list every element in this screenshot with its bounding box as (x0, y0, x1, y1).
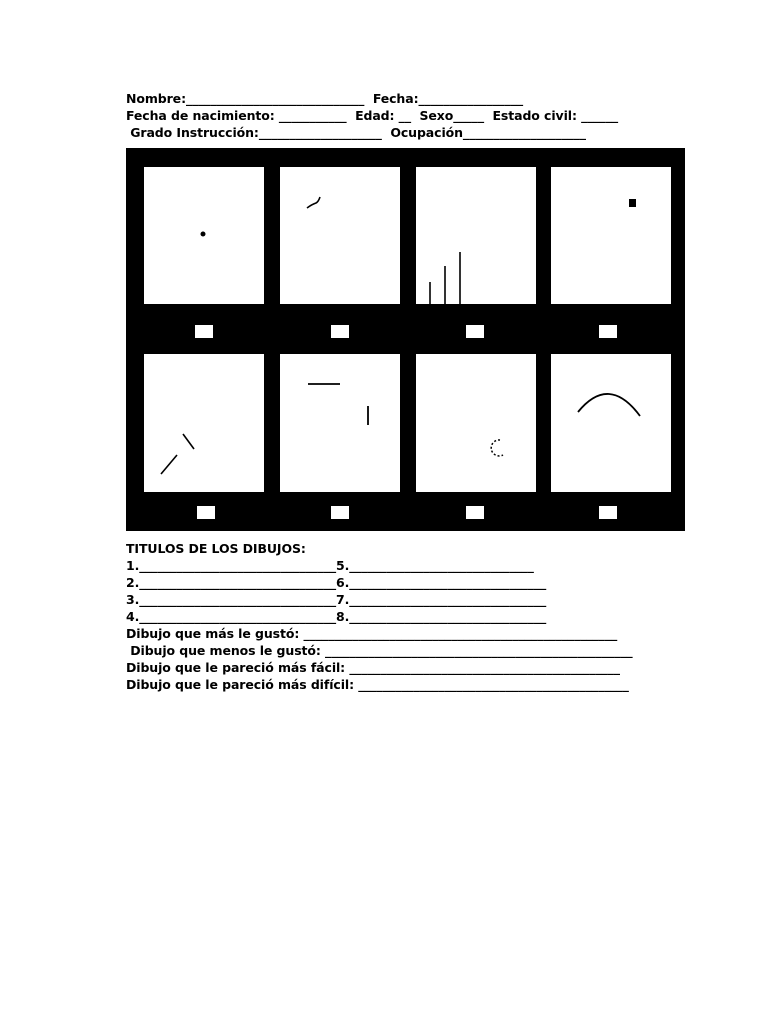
title-row-1-5: 1.________________________________5.______________________________ (126, 558, 534, 573)
title-row-2-6: 2.________________________________6.________________________________ (126, 575, 547, 590)
stimulus-wave (280, 167, 400, 304)
drawing-cell-7[interactable] (416, 354, 536, 492)
number-box-2[interactable] (331, 325, 349, 338)
title-row-3-7: 3.________________________________7.________________________________ (126, 592, 547, 607)
question-liked-most: Dibujo que más le gustó: ___________________________________________________ (126, 626, 618, 641)
number-box-1[interactable] (195, 325, 213, 338)
number-box-6[interactable] (331, 506, 349, 519)
stimulus-square (551, 167, 671, 304)
drawing-cell-8[interactable] (551, 354, 671, 492)
number-box-5[interactable] (197, 506, 215, 519)
birth-age-sex-line: Fecha de nacimiento: ___________ Edad: __ Sexo_____ Estado civil: ______ (126, 108, 619, 123)
drawing-cell-3[interactable] (416, 167, 536, 304)
question-liked-least: Dibujo que menos le gustó: __________________________________________________ (126, 643, 633, 658)
drawing-cell-6[interactable] (280, 354, 400, 492)
stimulus-diagonal-lines (144, 354, 264, 492)
number-box-4[interactable] (599, 325, 617, 338)
drawing-board (126, 148, 685, 531)
stimulus-perpendicular-lines (280, 354, 400, 492)
title-row-4-8: 4.________________________________8.________________________________ (126, 609, 547, 624)
drawing-cell-1[interactable] (144, 167, 264, 304)
drawing-cell-5[interactable] (144, 354, 264, 492)
number-box-8[interactable] (599, 506, 617, 519)
number-box-3[interactable] (466, 325, 484, 338)
titles-heading: TITULOS DE LOS DIBUJOS: (126, 541, 306, 556)
stimulus-dotted-arc (416, 354, 536, 492)
stimulus-ascending-lines (416, 167, 536, 304)
stimulus-dot (144, 167, 264, 304)
name-date-line: Nombre:_____________________________ Fecha:_________________ (126, 91, 524, 106)
education-occupation-line: Grado Instrucción:____________________ Ocupación____________________ (126, 125, 586, 140)
stimulus-large-arc (551, 354, 671, 492)
number-box-7[interactable] (466, 506, 484, 519)
drawing-cell-2[interactable] (280, 167, 400, 304)
question-easiest: Dibujo que le pareció más fácil: ____________________________________________ (126, 660, 620, 675)
drawing-cell-4[interactable] (551, 167, 671, 304)
question-hardest: Dibujo que le pareció más difícil: ____________________________________________ (126, 677, 629, 692)
